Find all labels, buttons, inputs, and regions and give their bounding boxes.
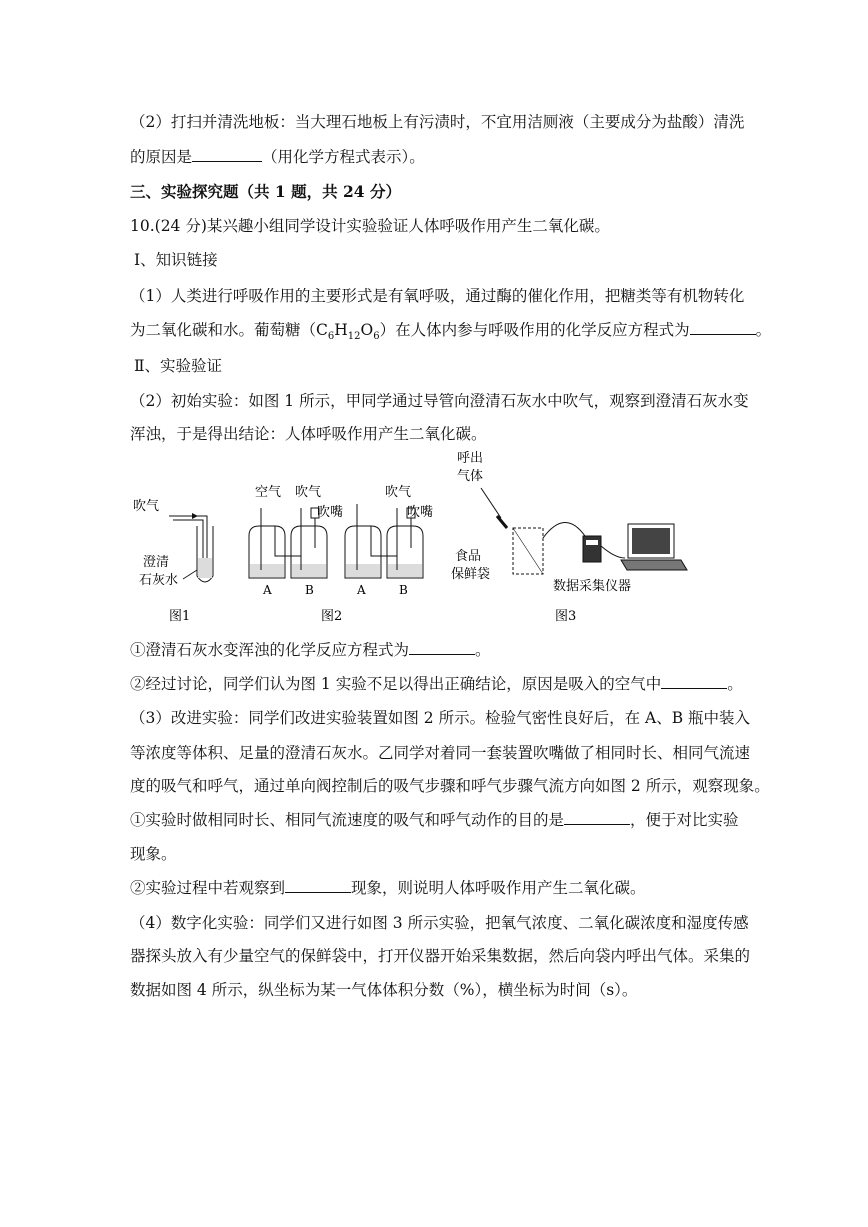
text: ②实验过程中若观察到 (130, 879, 286, 897)
text-line: （2）打扫并清洗地板：当大理石地板上有污渍时，不宜用洁厕液（主要成分为盐酸）清洗 (130, 113, 745, 131)
fig2-mouthpiece-label: 吹嘴 (317, 505, 344, 520)
text: 。 (475, 641, 491, 659)
fig1-caption: 图1 (169, 609, 191, 624)
subscript: 12 (347, 331, 361, 343)
fig2-apparatus (249, 484, 433, 624)
fig1-limewater-label: 石灰水 (139, 573, 179, 588)
text: O (360, 321, 374, 339)
fig3-apparatus (451, 450, 687, 624)
text: ②经过讨论，同学们认为图 1 实验不足以得出正确结论，原因是吸入的空气中 (130, 675, 662, 693)
answer-blank (192, 147, 262, 162)
text-line (130, 320, 771, 347)
experiment-figure (125, 448, 745, 628)
text-line: 度的吸气和呼气，通过单向阀控制后的吸气步骤和呼气步骤气流方向如图 2 所示，观察现象。 (130, 777, 770, 795)
fig2-blow-label: 吹气 (295, 485, 322, 500)
answer-blank (661, 674, 727, 689)
fig3-bag-label: 保鲜袋 (451, 567, 491, 582)
subscript: 6 (327, 331, 335, 343)
text-line: 浑浊，于是得出结论：人体呼吸作用产生二氧化碳。 (130, 425, 487, 443)
text: ①实验时做相同时长、相同气流速度的吸气和呼气动作的目的是 (130, 811, 565, 829)
section-heading: 三、实验探究题（共 1 题，共 24 分） (130, 182, 401, 201)
text-line (130, 640, 491, 660)
text-line: 数据如图 4 所示，纵坐标为某一气体体积分数（%），横坐标为时间（s）。 (130, 981, 638, 999)
text-line: （4）数字化实验：同学们又进行如图 3 所示实验，把氧气浓度、二氧化碳浓度和湿度传感 (130, 914, 749, 932)
text-line (130, 878, 646, 898)
text: 。 (727, 675, 743, 693)
fig3-bag-label: 食品 (455, 549, 482, 564)
fig2-blow-label: 吹气 (385, 485, 412, 500)
text-line (130, 147, 425, 167)
text: ）在人体内参与呼吸作用的化学反应方程式为 (379, 321, 690, 339)
subscript: 6 (373, 331, 380, 343)
fig2-air-label: 空气 (255, 485, 282, 500)
text-line: 等浓度等体积、足量的澄清石灰水。乙同学对着同一套装置吹嘴做了相同时长、相同气流速 (130, 744, 751, 762)
fig3-exhaled-label: 气体 (457, 469, 484, 484)
text-line: （2）初始实验：如图 1 所示，甲同学通过导管向澄清石灰水中吹气，观察到澄清石灰水变 (130, 392, 749, 410)
text: 现象，则说明人体呼吸作用产生二氧化碳。 (351, 879, 646, 897)
text: 。 (755, 321, 772, 339)
text-line (130, 810, 739, 830)
fig2-bottle-a: A (263, 583, 272, 597)
fig3-caption: 图3 (555, 609, 577, 624)
text-line: 器探头放入有少量空气的保鲜袋中，打开仪器开始采集数据，然后向袋内呼出气体。采集的 (130, 947, 751, 965)
text: 为二氧化碳和水。葡萄糖（C (130, 321, 328, 339)
text: ，便于对比实验 (630, 811, 739, 829)
text-line: （3）改进实验：同学们改进实验装置如图 2 所示。检验气密性良好后，在 A、B 瓶中装入 (130, 709, 751, 727)
answer-blank (409, 640, 475, 655)
answer-blank (564, 810, 630, 825)
fig3-exhaled-label: 呼出 (457, 451, 484, 466)
fig2-bottle-b: B (305, 583, 314, 597)
sub-heading: Ⅰ、知识链接 (134, 251, 218, 269)
text: （用化学方程式表示）。 (262, 148, 425, 166)
text: 的原因是 (130, 148, 193, 166)
fig3-collector-label: 数据采集仪器 (553, 579, 632, 594)
fig1-blow-label: 吹气 (133, 499, 160, 514)
fig2-bottle-b: B (399, 583, 408, 597)
text-line: 现象。 (130, 845, 177, 863)
text: ①澄清石灰水变浑浊的化学反应方程式为 (130, 641, 410, 659)
answer-blank (285, 878, 351, 893)
answer-blank (690, 320, 756, 335)
question-title: 10.(24 分)某兴趣小组同学设计实验验证人体呼吸作用产生二氧化碳。 (130, 217, 610, 235)
fig2-bottle-a: A (357, 583, 366, 597)
figure-svg (125, 448, 745, 628)
fig2-mouthpiece-label: 吹嘴 (407, 505, 434, 520)
sub-heading: Ⅱ、实验验证 (134, 357, 223, 375)
fig1-limewater-label: 澄清 (143, 555, 170, 570)
text-line (130, 674, 743, 694)
text-line: （1）人类进行呼吸作用的主要形式是有氧呼吸，通过酶的催化作用，把糖类等有机物转化 (130, 287, 745, 305)
text: H (334, 321, 348, 339)
fig2-caption: 图2 (321, 609, 343, 624)
fig1-apparatus (133, 499, 213, 624)
